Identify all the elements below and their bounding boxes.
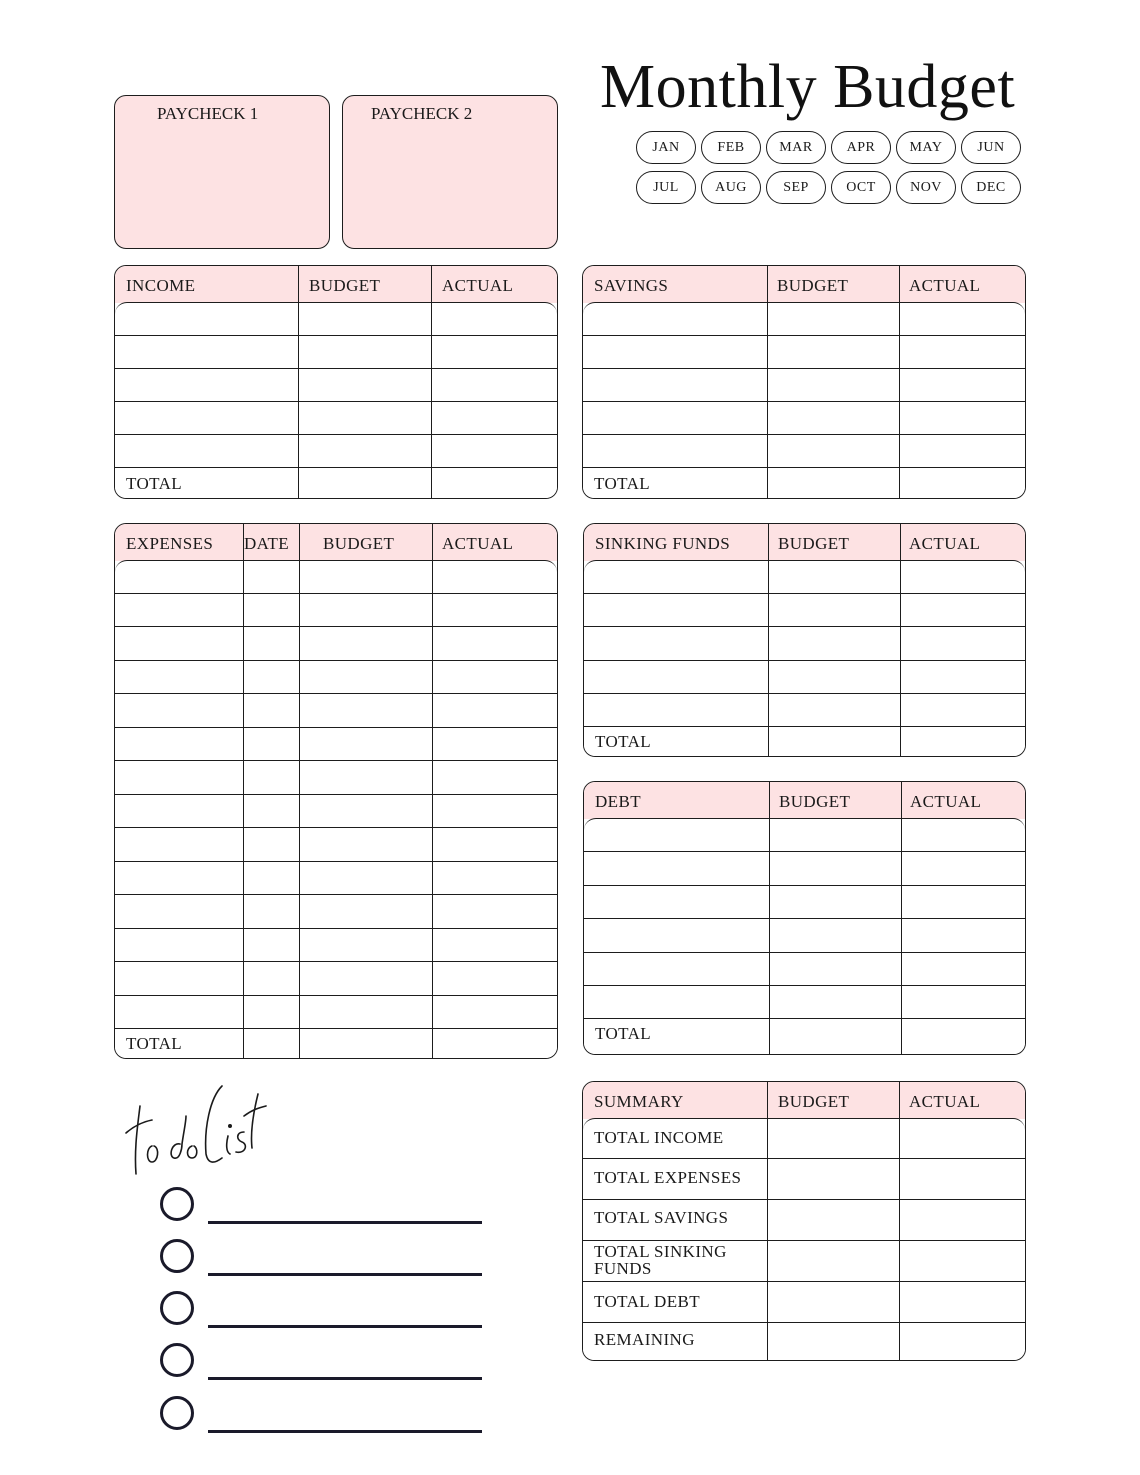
column-divider	[900, 524, 901, 561]
month-pill-nov[interactable]: NOV	[896, 171, 956, 204]
row-divider	[115, 660, 557, 661]
row-divider	[584, 1018, 1025, 1019]
column-divider	[899, 1082, 900, 1119]
todo-write-line[interactable]	[208, 1377, 482, 1380]
row-divider	[584, 952, 1025, 953]
debt-header-label: DEBT	[595, 792, 641, 811]
sinking-funds-header-budget: BUDGET	[778, 534, 850, 553]
column-divider	[299, 524, 300, 561]
debt-table	[583, 781, 1026, 1055]
page-title: Monthly Budget	[600, 53, 1016, 121]
row-divider	[115, 1028, 557, 1029]
column-divider	[431, 266, 432, 303]
summary-body[interactable]	[583, 1118, 1025, 1360]
savings-header-label: SAVINGS	[594, 276, 669, 295]
summary-row-total-sinking-funds: TOTAL SINKING FUNDS	[594, 1242, 727, 1278]
row-divider	[583, 1240, 1025, 1241]
todo-item	[160, 1239, 490, 1279]
summary-row-total-savings: TOTAL SAVINGS	[594, 1208, 729, 1227]
paycheck-2-label: PAYCHECK 2	[371, 104, 473, 123]
summary-table	[582, 1081, 1026, 1361]
summary-row-total-debt: TOTAL DEBT	[594, 1292, 701, 1311]
month-pill-jul[interactable]: JUL	[636, 171, 696, 204]
row-divider	[115, 368, 557, 369]
column-divider	[432, 561, 433, 1058]
column-divider	[767, 1082, 768, 1119]
savings-header	[583, 266, 1025, 303]
todo-checkbox[interactable]	[160, 1343, 194, 1377]
column-divider	[299, 561, 300, 1058]
sinking-funds-header	[584, 524, 1025, 561]
column-divider	[769, 782, 770, 819]
row-divider	[115, 593, 557, 594]
row-divider	[115, 626, 557, 627]
todo-checkbox[interactable]	[160, 1396, 194, 1430]
expenses-header	[115, 524, 557, 561]
row-divider	[584, 851, 1025, 852]
income-header	[115, 266, 557, 303]
expenses-header-date: DATE	[244, 534, 290, 553]
row-divider	[115, 827, 557, 828]
sinking-funds-body[interactable]	[584, 560, 1025, 756]
row-divider	[115, 693, 557, 694]
summary-row-remaining: REMAINING	[594, 1330, 695, 1349]
row-divider	[583, 1322, 1025, 1323]
month-pill-apr[interactable]: APR	[831, 131, 891, 164]
sinking-funds-header-label: SINKING FUNDS	[595, 534, 731, 553]
debt-body[interactable]	[584, 818, 1025, 1054]
month-pill-feb[interactable]: FEB	[701, 131, 761, 164]
month-selector	[636, 131, 1026, 211]
debt-header-actual: ACTUAL	[910, 792, 982, 811]
todo-checkbox[interactable]	[160, 1187, 194, 1221]
debt-header	[584, 782, 1025, 819]
paycheck-1-box[interactable]	[114, 95, 330, 249]
row-divider	[583, 401, 1025, 402]
column-divider	[899, 266, 900, 303]
sinking-funds-header-actual: ACTUAL	[909, 534, 981, 553]
summary-header-label: SUMMARY	[594, 1092, 684, 1111]
row-divider	[115, 961, 557, 962]
todo-item	[160, 1291, 490, 1331]
sinking-funds-table	[583, 523, 1026, 757]
expenses-header-budget: BUDGET	[323, 534, 395, 553]
debt-total-label: TOTAL	[595, 1024, 652, 1043]
month-pill-jun[interactable]: JUN	[961, 131, 1021, 164]
month-pill-aug[interactable]: AUG	[701, 171, 761, 204]
savings-table	[582, 265, 1026, 499]
todo-write-line[interactable]	[208, 1325, 482, 1328]
row-divider	[584, 660, 1025, 661]
todo-item	[160, 1343, 490, 1383]
row-divider	[584, 918, 1025, 919]
expenses-total-label: TOTAL	[126, 1034, 183, 1053]
expenses-header-actual: ACTUAL	[442, 534, 514, 553]
income-total-label: TOTAL	[126, 474, 183, 493]
summary-header	[583, 1082, 1025, 1119]
row-divider	[115, 335, 557, 336]
todo-item	[160, 1396, 490, 1436]
row-divider	[115, 401, 557, 402]
income-table	[114, 265, 558, 499]
column-divider	[768, 524, 769, 561]
paycheck-1-label: PAYCHECK 1	[157, 104, 259, 123]
month-pill-jan[interactable]: JAN	[636, 131, 696, 164]
debt-header-budget: BUDGET	[779, 792, 851, 811]
income-header-label: INCOME	[126, 276, 196, 295]
summary-header-actual: ACTUAL	[909, 1092, 981, 1111]
todo-write-line[interactable]	[208, 1430, 482, 1433]
row-divider	[115, 928, 557, 929]
row-divider	[584, 726, 1025, 727]
column-divider	[901, 782, 902, 819]
row-divider	[583, 335, 1025, 336]
row-divider	[115, 467, 557, 468]
row-divider	[584, 885, 1025, 886]
expenses-body[interactable]	[115, 560, 557, 1058]
paycheck-2-box[interactable]	[342, 95, 558, 249]
row-divider	[583, 368, 1025, 369]
expenses-table	[114, 523, 558, 1059]
row-divider	[115, 861, 557, 862]
savings-body[interactable]	[583, 302, 1025, 498]
todo-item	[160, 1187, 490, 1227]
income-header-budget: BUDGET	[309, 276, 381, 295]
column-divider	[432, 524, 433, 561]
row-divider	[583, 1199, 1025, 1200]
row-divider	[115, 995, 557, 996]
month-pill-dec[interactable]: DEC	[961, 171, 1021, 204]
income-header-actual: ACTUAL	[442, 276, 514, 295]
row-divider	[583, 1281, 1025, 1282]
summary-row-total-income: TOTAL INCOME	[594, 1128, 724, 1147]
column-divider	[243, 561, 244, 1058]
row-divider	[583, 1158, 1025, 1159]
column-divider	[243, 524, 244, 561]
column-divider	[298, 266, 299, 303]
row-divider	[583, 434, 1025, 435]
todo-list-script-title	[122, 1078, 272, 1178]
row-divider	[115, 434, 557, 435]
summary-header-budget: BUDGET	[778, 1092, 850, 1111]
savings-total-label: TOTAL	[594, 474, 651, 493]
row-divider	[584, 693, 1025, 694]
savings-header-budget: BUDGET	[777, 276, 849, 295]
row-divider	[115, 894, 557, 895]
row-divider	[583, 467, 1025, 468]
month-pill-mar[interactable]: MAR	[766, 131, 826, 164]
todo-checkbox[interactable]	[160, 1239, 194, 1273]
income-body[interactable]	[115, 302, 557, 498]
row-divider	[584, 985, 1025, 986]
month-pill-oct[interactable]: OCT	[831, 171, 891, 204]
todo-write-line[interactable]	[208, 1273, 482, 1276]
summary-row-total-expenses: TOTAL EXPENSES	[594, 1168, 742, 1187]
todo-write-line[interactable]	[208, 1221, 482, 1224]
todo-checkbox[interactable]	[160, 1291, 194, 1325]
row-divider	[584, 626, 1025, 627]
expenses-header-label: EXPENSES	[126, 534, 214, 553]
sinking-funds-total-label: TOTAL	[595, 732, 652, 751]
month-pill-may[interactable]: MAY	[896, 131, 956, 164]
row-divider	[115, 727, 557, 728]
column-divider	[767, 266, 768, 303]
month-pill-sep[interactable]: SEP	[766, 171, 826, 204]
row-divider	[115, 794, 557, 795]
row-divider	[584, 593, 1025, 594]
row-divider	[115, 760, 557, 761]
savings-header-actual: ACTUAL	[909, 276, 981, 295]
